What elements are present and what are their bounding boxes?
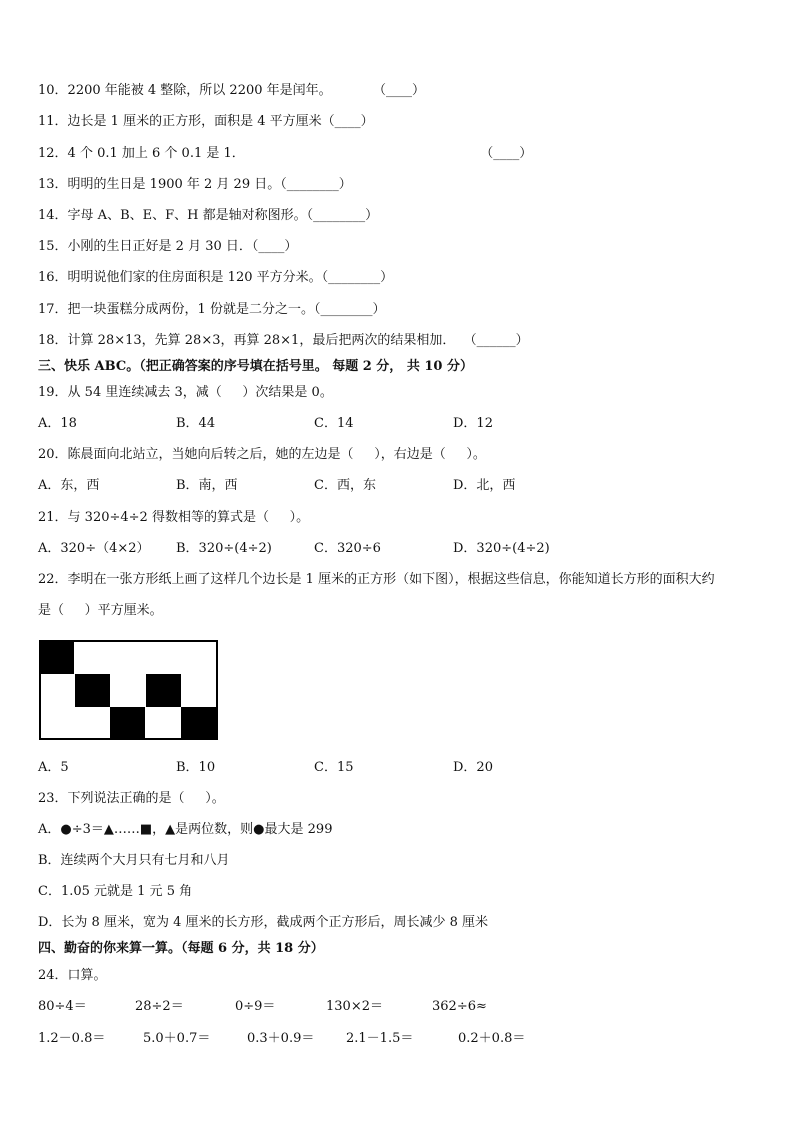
q22-option-d: D．20 — [453, 760, 493, 775]
q19-option-a: A．18 — [38, 416, 77, 431]
black-square — [181, 707, 217, 739]
q23-option-b: B．连续两个大月只有七月和八月 — [38, 853, 230, 868]
q19-option-d: D．12 — [453, 416, 493, 431]
q21-option-d: D．320÷(4÷2) — [453, 541, 550, 556]
question-17: 17．把一块蛋糕分成两份，1 份就是二分之一。（________） — [38, 302, 386, 317]
question-22-line2: 是（ ）平方厘米。 — [38, 603, 163, 618]
question-24: 24．口算。 — [38, 968, 107, 983]
question-20: 20．陈晨面向北站立，当她向后转之后，她的左边是（ ），右边是（ ）。 — [38, 447, 486, 462]
question-16: 16．明明说他们家的住房面积是 120 平方分米。（________） — [38, 270, 394, 285]
q20-option-c: C．西，东 — [314, 478, 376, 493]
question-15: 15．小刚的生日正好是 2 月 30 日．（____） — [38, 239, 298, 254]
calc-item: 5.0＋0.7＝ — [143, 1031, 211, 1046]
q23-option-a: A．●÷3＝▲……■，▲是两位数，则●最大是 299 — [38, 822, 333, 837]
q22-option-b: B．10 — [176, 760, 216, 775]
question-22-line1: 22．李明在一张方形纸上画了这样几个边长是 1 厘米的正方形（如下图），根据这些信息，你能知道长方形的面积大约 — [38, 572, 715, 587]
calc-item: 0÷9＝ — [235, 999, 276, 1014]
q20-option-d: D．北，西 — [453, 478, 516, 493]
question-11: 11．边长是 1 厘米的正方形，面积是 4 平方厘米（____） — [38, 114, 374, 129]
question-12: 12．4 个 0.1 加上 6 个 0.1 是 1． （____） — [38, 146, 533, 161]
calc-item: 362÷6≈ — [432, 999, 487, 1014]
section-4-heading: 四、勤奋的你来算一算。（每题 6 分，共 18 分） — [38, 941, 324, 956]
black-square — [110, 707, 145, 739]
question-19: 19．从 54 里连续减去 3，减（ ）次结果是 0。 — [38, 385, 333, 400]
q21-option-b: B．320÷(4÷2) — [176, 541, 272, 556]
q21-option-a: A．320÷（4×2） — [38, 541, 150, 556]
question-21: 21．与 320÷4÷2 得数相等的算式是（ ）。 — [38, 510, 310, 525]
black-square — [146, 674, 181, 707]
question-13: 13．明明的生日是 1900 年 2 月 29 日。（________） — [38, 177, 352, 192]
q20-option-b: B．南，西 — [176, 478, 238, 493]
calc-item: 0.2＋0.8＝ — [458, 1031, 526, 1046]
question-10: 10．2200 年能被 4 整除，所以 2200 年是闰年。 （____） — [38, 83, 425, 98]
square-grid-figure — [39, 640, 219, 741]
calc-item: 28÷2＝ — [135, 999, 184, 1014]
question-14: 14．字母 A、B、E、F、H 都是轴对称图形。（________） — [38, 208, 379, 223]
black-square — [75, 674, 110, 707]
calc-item: 80÷4＝ — [38, 999, 87, 1014]
q22-option-a: A．5 — [38, 760, 69, 775]
calc-item: 0.3＋0.9＝ — [247, 1031, 315, 1046]
q23-option-c: C．1.05 元就是 1 元 5 角 — [38, 884, 193, 899]
q23-option-d: D．长为 8 厘米，宽为 4 厘米的长方形，截成两个正方形后，周长减少 8 厘米 — [38, 915, 489, 930]
q20-option-a: A．东，西 — [38, 478, 100, 493]
question-18: 18．计算 28×13，先算 28×3，再算 28×1，最后把两次的结果相加． （______） — [38, 333, 529, 348]
calc-item: 130×2＝ — [326, 999, 383, 1014]
black-square — [40, 641, 74, 674]
calc-item: 2.1－1.5＝ — [346, 1031, 414, 1046]
q19-option-b: B．44 — [176, 416, 216, 431]
section-3-heading: 三、快乐 ABC。（把正确答案的序号填在括号里。 每题 2 分， 共 10 分） — [38, 359, 473, 374]
calc-item: 1.2－0.8＝ — [38, 1031, 106, 1046]
q22-option-c: C．15 — [314, 760, 354, 775]
q21-option-c: C．320÷6 — [314, 541, 381, 556]
question-23: 23．下列说法正确的是（ ）。 — [38, 791, 225, 806]
q19-option-c: C．14 — [314, 416, 354, 431]
